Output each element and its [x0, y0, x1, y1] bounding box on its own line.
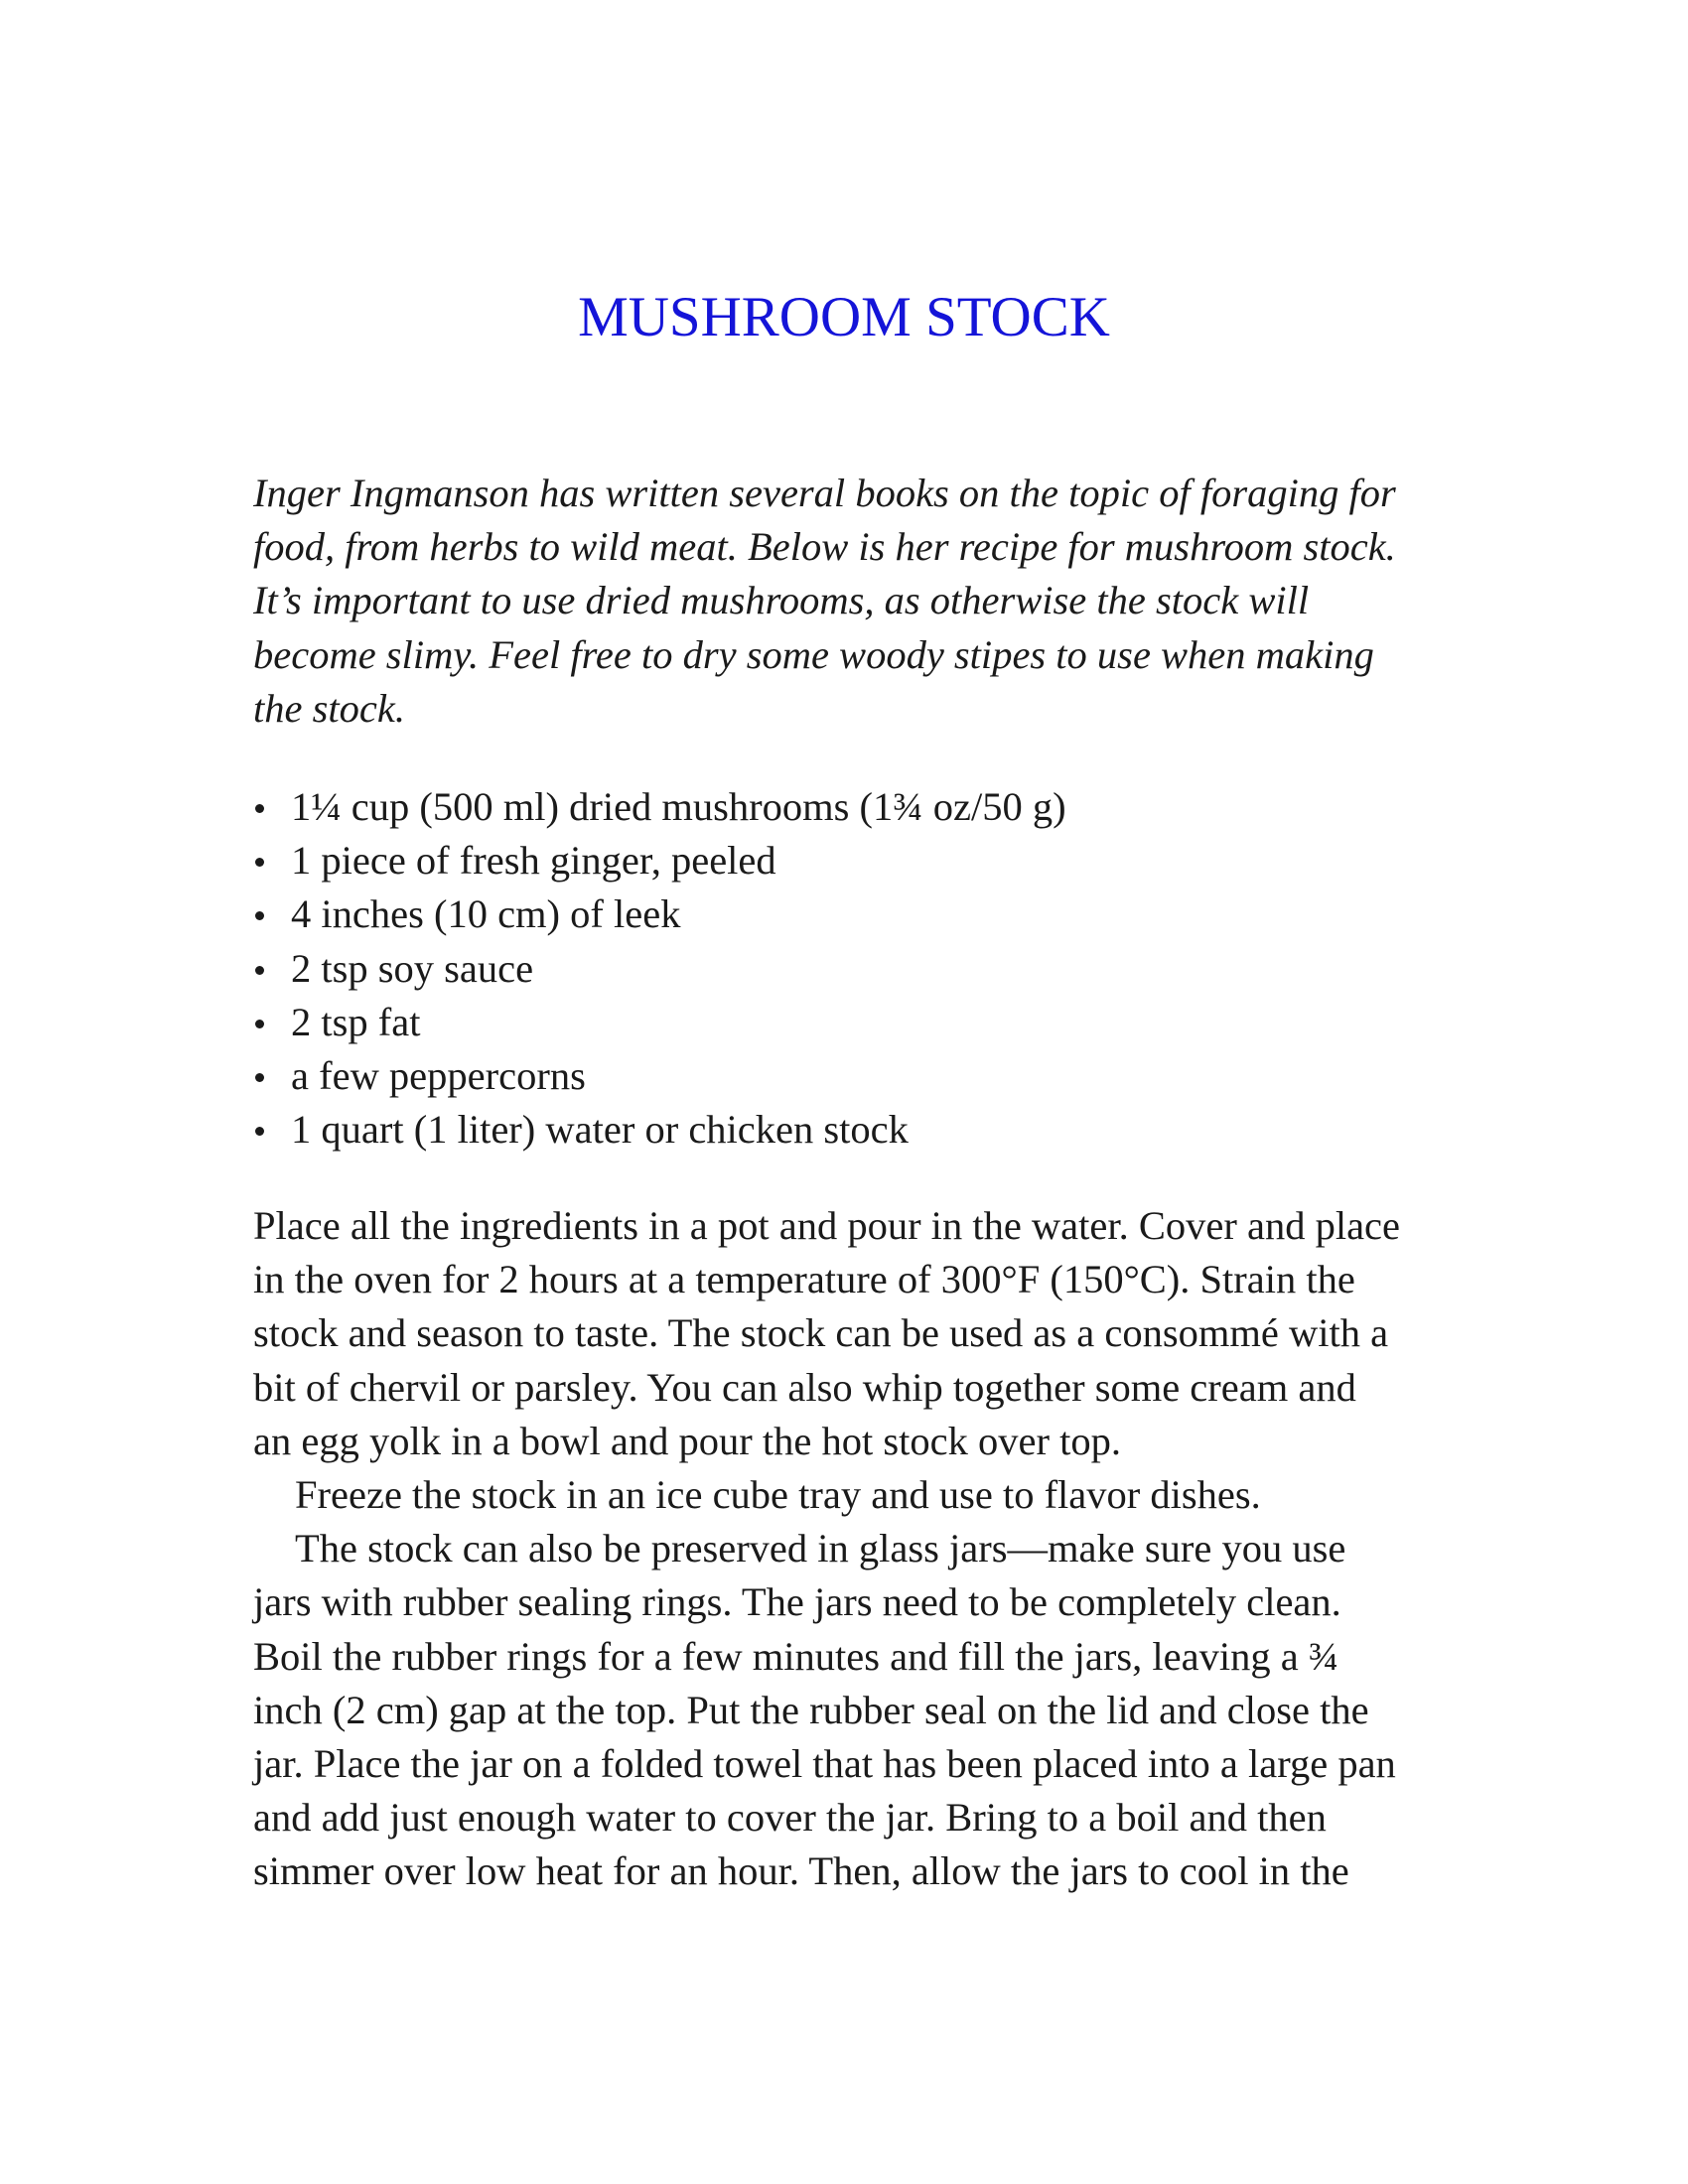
ingredient-item: 2 tsp fat [253, 996, 1066, 1049]
body-line: jar. Place the jar on a folded towel that has been placed into a large pan [253, 1741, 1396, 1787]
intro-line: It’s important to use dried mushrooms, as otherwise the stock will [253, 578, 1310, 623]
body-line: simmer over low heat for an hour. Then, allow the jars to cool in the [253, 1848, 1349, 1894]
ingredient-list [253, 780, 1066, 1157]
ingredient-item: 1 quart (1 liter) water or chicken stock [253, 1103, 1066, 1157]
intro-line: the stock. [253, 685, 405, 731]
intro-line: Inger Ingmanson has written several books on the topic of foraging for [253, 471, 1396, 515]
body-line: The stock can also be preserved in glass jars—make sure you use [295, 1526, 1346, 1571]
ingredient-item: 1 piece of fresh ginger, peeled [253, 834, 1066, 887]
ingredient-item: 1¼ cup (500 ml) dried mushrooms (1¾ oz/50 g) [253, 780, 1066, 834]
body-line: jars with rubber sealing rings. The jars need to be completely clean. [253, 1579, 1341, 1625]
body-line: Place all the ingredients in a pot and pour in the water. Cover and place [253, 1203, 1401, 1248]
intro-line: food, from herbs to wild meat. Below is her recipe for mushroom stock. [253, 524, 1396, 570]
page-title: MUSHROOM STOCK [578, 286, 1110, 348]
body-line: an egg yolk in a bowl and pour the hot stock over top. [253, 1418, 1121, 1463]
body-line: bit of chervil or parsley. You can also whip together some cream and [253, 1364, 1356, 1410]
body-line: Freeze the stock in an ice cube tray and use to flavor dishes. [295, 1472, 1261, 1518]
intro-line: become slimy. Feel free to dry some woody stipes to use when making [253, 631, 1374, 677]
body-line: and add just enough water to cover the jar. Bring to a boil and then [253, 1795, 1327, 1841]
ingredient-item: 2 tsp soy sauce [253, 942, 1066, 996]
intro-paragraph [253, 467, 1445, 736]
body-line: in the oven for 2 hours at a temperature of 300°F (150°C). Strain the [253, 1257, 1355, 1302]
body-line: inch (2 cm) gap at the top. Put the rubber seal on the lid and close the [253, 1687, 1369, 1732]
ingredient-item: a few peppercorns [253, 1049, 1066, 1103]
ingredient-item: 4 inches (10 cm) of leek [253, 887, 1066, 941]
instructions-text [253, 1199, 1445, 1899]
body-line: Boil the rubber rings for a few minutes and fill the jars, leaving a ¾ [253, 1633, 1339, 1679]
body-line: stock and season to taste. The stock can be used as a consommé with a [253, 1310, 1389, 1356]
